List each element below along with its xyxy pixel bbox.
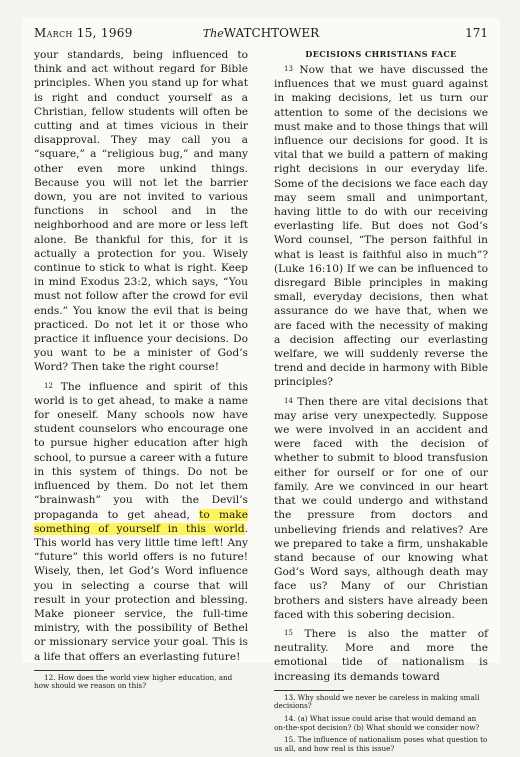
paragraph-text: The influence and spirit of this world is to get ahead, to make a name for oneself. Many schools now have student counselors who encourage one to pursue higher education after high school, to pursue a career with a future in this system of things. Do not be influenced by them. Do not let them “brainwash” you with the Devil’s propaganda to get ahead, [34, 380, 248, 521]
paragraph-text: Then there are vital decisions that may arise very unexpectedly. Suppose we were involved in an accident and were faced with the decision of whether to submit to blood transfusion either for ourself or for one of our family. Are we convinced in our heart that we could undergo and withstand the pressure from doctors and unbelieving friends and relatives? Are we prepared to take a firm, unshakable stand because of our knowing what God’s Word says, although death may face us? Many of our Christian brothers and sisters have already been faced with this sobering decision. [274, 395, 488, 621]
footnote-14: 14. (a) What issue could arise that would demand an on-the-spot decision? (b) What should we consider now? [274, 713, 480, 732]
masthead [34, 26, 488, 40]
paragraph-text: . This world has very little time left! Any “future” this world offers is no future! Wisely, then, let God’s Word influence you in selecting a course that will result in your protection and blessing. Make pioneer service, the full-time ministry, with the possibility of Bethel or missionary service your goal. This is a life that offers an everlasting future! [34, 522, 248, 663]
paragraph-text: There is also the matter of neutrality. More and more the emotional tide of nationalism is increasing its demands toward [274, 627, 489, 683]
footnote-divider [274, 690, 344, 691]
paragraph-number: 12 [44, 381, 53, 390]
paragraph-number: 14 [284, 396, 293, 405]
page-number: 171 [465, 26, 488, 40]
magazine-page [22, 18, 500, 753]
paragraph-number: 13 [284, 65, 293, 73]
paragraph-13 [274, 62, 488, 390]
footnote-13: 13. Why should we never be careless in making small decisions? [274, 692, 480, 711]
paragraph-11-continued: your standards, being influenced to think and act without regard for Bible principles. When you stand up for what is right and conduct yourself as a Christian, fellow students will often be cutting and at times vicious in their disapproval. They may call you a “square,” a “religious bug,” and many other even more unkind things. Because you will not let the barrier down, you are not invited to various functions in school and in the neighborhood and are more or less left alone. Be thankful for this, for it is actually a protection for you. Wisely continue to stick to what is right. Keep in mind Exodus 23:2, which says, “You must not follow after the crowd for evil ends.” You know the evil that is being practiced. Do not let it or those who practice it influence your decisions. Do you want to be a minister of God’s Word? Then take the right course! [34, 49, 248, 374]
highlighted-text: to make something of yourself in this world [34, 508, 248, 535]
masthead-the: The [202, 27, 224, 40]
footnote-divider [34, 670, 104, 671]
paragraph-text: Now that we have discussed the influences that we must guard against in making decisions, let us turn our attention to some of the decisions we must make and to those things that will influence our decisions for good. It is vital that we build a pattern of making right decisions in our everyday life. Some of the decisions we face each day may seem small and unimportant, having little to do with our receiving everlasting life. But does not God’s Word counsel, “The person faithful in what is least is faithful also in much”? (Luke 16:10) If we can be influenced to disregard Bible principles in making small, everyday decisions, then what assurance do we have that, when we are faced with the necessity of making a decision affecting our everlasting welfare, we will suddenly reverse the trend and decide in harmony with Bible principles? [274, 64, 488, 389]
footnote-12: 12. How does the world view higher education, and how should we reason on this? [34, 672, 233, 691]
masthead-title: WATCHTOWER [223, 26, 320, 40]
paragraph-12 [34, 379, 248, 664]
right-column [274, 48, 488, 757]
issue-date: March 15, 1969 [34, 26, 133, 40]
section-heading: DECISIONS CHRISTIANS FACE [305, 49, 457, 59]
paragraph-number: 15 [284, 628, 293, 637]
paragraph-15 [274, 626, 488, 684]
paragraph-14 [274, 394, 488, 622]
page-header [34, 26, 488, 46]
left-column [34, 48, 248, 695]
footnote-15: 15. The influence of nationalism poses what question to us all, and how real is this issue? [274, 735, 488, 753]
